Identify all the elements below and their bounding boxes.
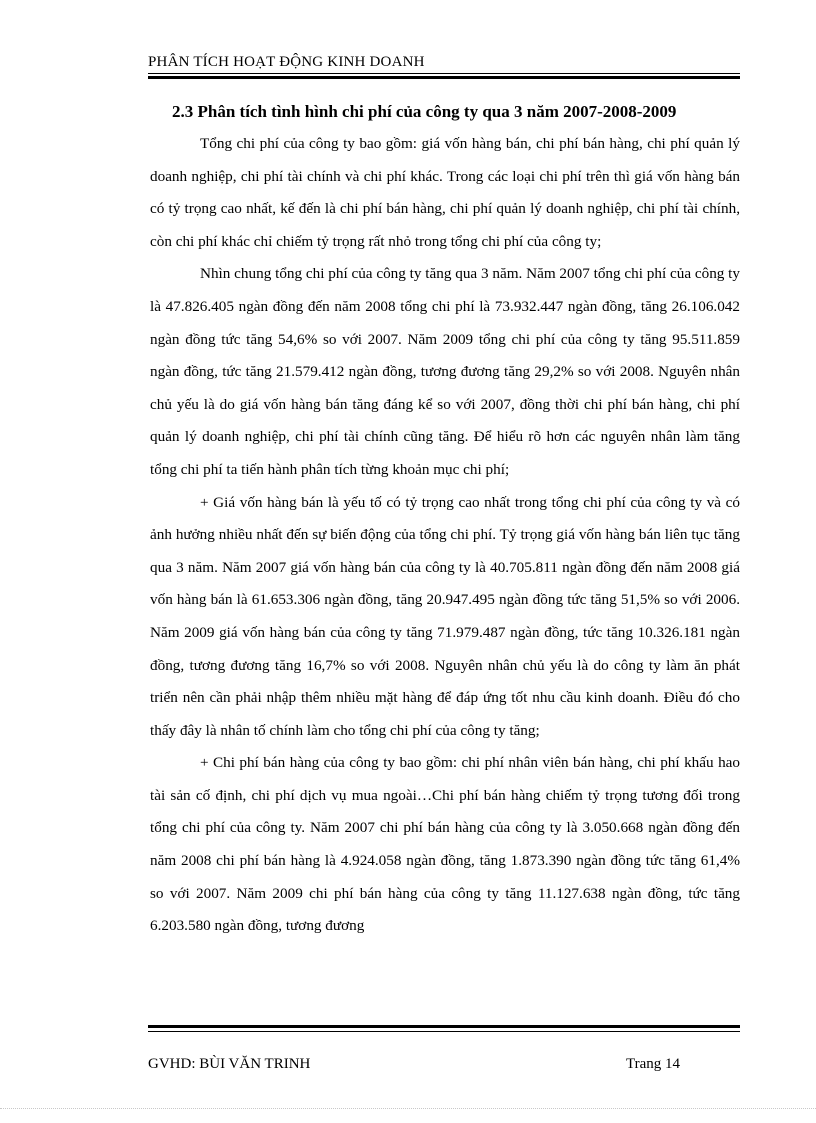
paragraph: Tổng chi phí của công ty bao gồm: giá vốn hàng bán, chi phí bán hàng, chi phí quản lý doanh nghiệp, chi phí tài chính và chi phí khác. Trong các loại chi phí trên thì giá vốn hàng bán có tỷ trọng cao nhất, kế đến là chi phí bán hàng, chi phí quản lý doanh nghiệp, chi phí tài chính, còn chi phí khác chỉ chiếm tỷ trọng rất nhỏ trong tổng chi phí của công ty; [150,135,740,250]
section-heading: 2.3 Phân tích tình hình chi phí của công ty qua 3 năm 2007-2008-2009 [172,102,677,121]
page-boundary [0,1108,816,1109]
paragraph: + Chi phí bán hàng của công ty bao gồm: chi phí nhân viên bán hàng, chi phí khấu hao tài sản cố định, chi phí dịch vụ mua ngoài…Chi phí bán hàng chiếm tỷ trọng tương đối trong tổng chi phí của công ty. Năm 2007 chi phí bán hàng của công ty là 3.050.668 ngàn đồng đến năm 2008 chi phí bán hàng là 4.924.058 ngàn đồng, tăng 1.873.390 ngàn đồng tức tăng 61,4% so với 2007. Năm 2009 chi phí bán hàng của công ty tăng 11.127.638 ngàn đồng, tức tăng 6.203.580 ngàn đồng, tương đương [150,754,740,935]
footer-page-number: Trang 14 [626,1056,681,1072]
paragraph: Nhìn chung tổng chi phí của công ty tăng qua 3 năm. Năm 2007 tổng chi phí của công ty là 47.826.405 ngàn đồng đến năm 2008 tổng chi phí là 73.932.447 ngàn đồng, tăng 26.106.042 ngàn đồng tức tăng 54,6% so với 2007. Năm 2009 tổng chi phí của công ty tăng 95.511.859 ngàn đồng, tức tăng 21.579.412 ngàn đồng, tương đương tăng 29,2% so với 2008. Nguyên nhân chủ yếu là do giá vốn hàng bán tăng đáng kể so với 2007, đồng thời chi phí bán hàng, chi phí quản lý doanh nghiệp, chi phí tài chính cũng tăng. Để hiểu rõ hơn các nguyên nhân làm tăng tổng chi phí ta tiến hành phân tích từng khoản mục chi phí; [150,265,740,478]
header-rule-thick [148,76,740,79]
footer-rule-thin [148,1031,740,1032]
footer-rule-thick [148,1025,740,1028]
running-header: PHÂN TÍCH HOẠT ĐỘNG KINH DOANH [148,54,425,70]
page-body [150,98,740,943]
header-rule-thin [148,73,740,74]
paragraph: + Giá vốn hàng bán là yếu tố có tỷ trọng cao nhất trong tổng chi phí của công ty và có ảnh hưởng nhiều nhất đến sự biến động của tổng chi phí. Tỷ trọng giá vốn hàng bán liên tục tăng qua 3 năm. Năm 2007 giá vốn hàng bán của công ty là 40.705.811 ngàn đồng đến năm 2008 giá vốn hàng bán là 61.653.306 ngàn đồng, tăng 20.947.495 ngàn đồng tức tăng 51,5% so với 2006. Năm 2009 giá vốn hàng bán của công ty tăng 71.979.487 ngàn đồng, tức tăng 10.326.181 ngàn đồng, tương đương tăng 16,7% so với 2008. Nguyên nhân chủ yếu là do công ty làm ăn phát triển nên cần phải nhập thêm nhiều mặt hàng để đáp ứng tốt nhu cầu kinh doanh. Điều đó cho thấy đây là nhân tố chính làm cho tổng chi phí của công ty tăng; [150,493,740,739]
footer-instructor: GVHD: BÙI VĂN TRINH [148,1056,311,1072]
